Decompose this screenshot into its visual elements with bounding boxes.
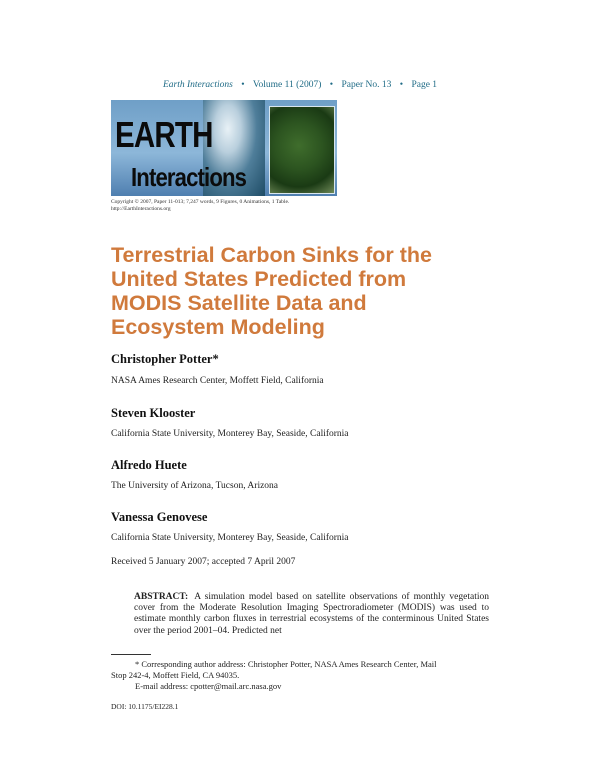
- logo-earth-text: EARTH: [115, 114, 213, 155]
- author-name: Steven Klooster: [111, 406, 196, 420]
- separator: •: [241, 80, 245, 90]
- author-affiliation: The University of Arizona, Tucson, Arizona: [111, 481, 279, 491]
- journal-name: Earth Interactions: [162, 80, 233, 90]
- separator: •: [329, 80, 334, 90]
- copyright-notice: [111, 199, 351, 213]
- footnote: [111, 659, 489, 693]
- corresponding-author-address: Stop 242-4, Moffett Field, CA 94035.: [111, 670, 240, 681]
- separator: •: [399, 80, 404, 90]
- doi: DOI: 10.1175/EI228.1: [111, 702, 179, 711]
- footnote-divider: [111, 654, 151, 655]
- author-affiliation: California State University, Monterey Bay, Seaside, California: [111, 533, 349, 543]
- abstract-label: ABSTRACT:: [134, 592, 189, 602]
- journal-masthead-logo: [111, 100, 337, 196]
- tree-photo: [269, 106, 335, 194]
- paper-number: Paper No. 13: [341, 80, 392, 90]
- author-name: Vanessa Genovese: [111, 510, 208, 524]
- received-dates: Received 5 January 2007; accepted 7 April 2007: [111, 557, 296, 567]
- abstract-text: A simulation model based on satellite observations of monthly vegetation cover from the Moderate Resolution Imaging Spectroradiometer (MODIS) was used to estimate monthly carbon fluxes in terrestrial ecosystems of the conterminous United States over the period 2001–04. Predicted net: [134, 592, 489, 636]
- author-affiliation: NASA Ames Research Center, Moffett Field, California: [111, 376, 324, 386]
- journal-url: http://EarthInteractions.org: [111, 206, 171, 212]
- running-head: [0, 80, 600, 90]
- volume-info: Volume 11 (2007): [252, 80, 322, 90]
- logo-interactions-text: Interactions: [131, 162, 247, 192]
- paper-title: Terrestrial Carbon Sinks for the United States Predicted from MODIS Satellite Data and Ecosystem Modeling: [111, 243, 432, 339]
- author-name: Christopher Potter*: [111, 352, 219, 366]
- page-number: Page 1: [411, 80, 438, 90]
- author-email: E-mail address: cpotter@mail.arc.nasa.gov: [135, 681, 282, 692]
- copyright-line: Copyright © 2007, Paper 11-013; 7,247 words, 9 Figures, 0 Animations, 1 Table.: [111, 199, 290, 205]
- author-affiliation: California State University, Monterey Bay, Seaside, California: [111, 429, 349, 439]
- author-name: Alfredo Huete: [111, 458, 187, 472]
- abstract: [134, 592, 489, 637]
- corresponding-author-line: * Corresponding author address: Christopher Potter, NASA Ames Research Center, Mail: [135, 659, 437, 669]
